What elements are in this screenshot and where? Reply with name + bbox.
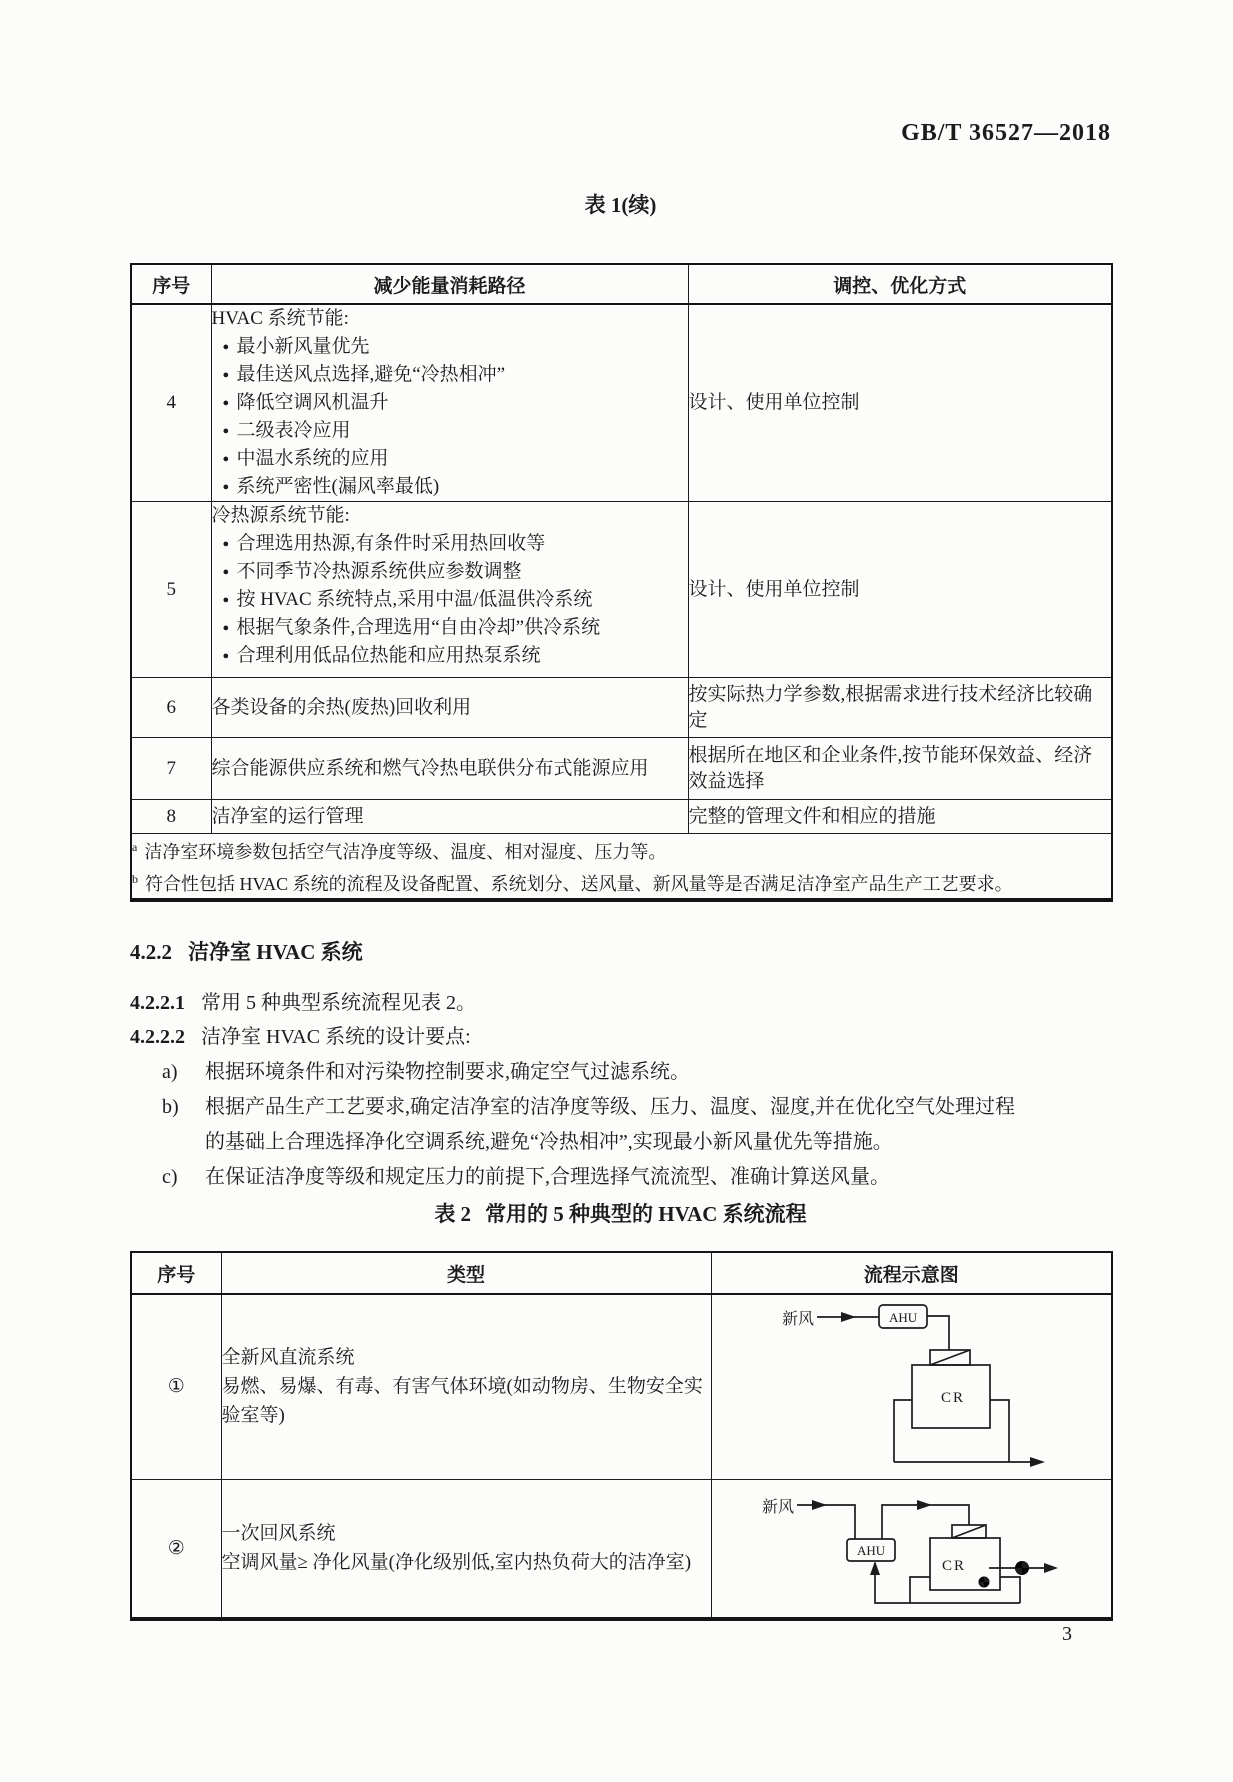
table1-footnotes-row bbox=[131, 834, 1112, 901]
row4-bullet bbox=[212, 417, 688, 445]
row4-bullet-text: 最小新风量优先 bbox=[236, 336, 370, 357]
row7-path: 综合能源供应系统和燃气冷热电联供分布式能源应用 bbox=[211, 738, 688, 800]
arrow-right-icon bbox=[841, 1312, 856, 1322]
t2-row2-type bbox=[221, 1479, 711, 1619]
hepa-filter-diagonal bbox=[930, 1350, 970, 1365]
t2-row2-diagram-cell bbox=[711, 1479, 1112, 1619]
row4-bullet bbox=[212, 473, 688, 501]
heading-4-2-2 bbox=[130, 936, 1111, 966]
table2-row-2 bbox=[131, 1479, 1112, 1619]
bullet-icon: ● bbox=[222, 341, 230, 353]
row5-control: 设计、使用单位控制 bbox=[688, 502, 1112, 678]
row7-no: 7 bbox=[131, 738, 211, 800]
table2-col-no: 序号 bbox=[131, 1252, 221, 1294]
row5-bullet-text: 根据气象条件,合理选用“自由冷却”供冷系统 bbox=[236, 617, 601, 638]
row6-no: 6 bbox=[131, 678, 211, 738]
t2-row1-type-desc: 易燃、易爆、有毒、有害气体环境(如动物房、生物安全实验室等) bbox=[221, 1376, 703, 1427]
page-number: 3 bbox=[1062, 1623, 1072, 1645]
table1-col-path: 减少能量消耗路径 bbox=[211, 264, 688, 304]
table-row-5 bbox=[131, 502, 1112, 678]
bullet-icon: ● bbox=[222, 369, 230, 381]
heading-4-2-2-number: 4.2.2 bbox=[130, 940, 172, 964]
row5-no: 5 bbox=[131, 502, 211, 678]
table-row-7 bbox=[131, 738, 1112, 800]
clause-4-2-2-1-text: 常用 5 种典型系统流程见表 2。 bbox=[201, 992, 476, 1014]
footnote-b bbox=[132, 866, 1111, 898]
clause-4-2-2-1 bbox=[130, 986, 1111, 1015]
row5-path bbox=[211, 502, 688, 678]
t2-row2-type-title: 一次回风系统 bbox=[221, 1523, 336, 1545]
clause-4-2-2-2-text: 洁净室 HVAC 系统的设计要点: bbox=[201, 1026, 471, 1048]
clause-4-2-2-1-number: 4.2.2.1 bbox=[130, 992, 185, 1014]
row5-bullet-text: 合理选用热源,有条件时采用热回收等 bbox=[236, 533, 546, 554]
table1 bbox=[130, 263, 1113, 902]
table1-col-control: 调控、优化方式 bbox=[688, 264, 1112, 304]
fan-blade bbox=[984, 1576, 990, 1582]
table2-col-type: 类型 bbox=[221, 1252, 711, 1294]
doc-number: GB/T 36527—2018 bbox=[901, 120, 1111, 146]
table-row-6 bbox=[131, 678, 1112, 738]
fan-blade bbox=[1022, 1561, 1029, 1568]
bullet-icon: ● bbox=[222, 622, 230, 634]
arrow-right-icon bbox=[1044, 1563, 1058, 1573]
list-item-a-marker: a) bbox=[162, 1061, 178, 1083]
hepa-filter-diagonal bbox=[952, 1525, 986, 1538]
row5-path-title: 冷热源系统节能: bbox=[211, 505, 350, 526]
t2-row1-type bbox=[221, 1294, 711, 1479]
t2-row2-type-desc: 空调风量≥ 净化风量(净化级别低,室内热负荷大的洁净室) bbox=[221, 1552, 692, 1574]
table1-footnotes bbox=[131, 834, 1112, 901]
row4-bullet-text: 最佳送风点选择,避免“冷热相冲” bbox=[236, 364, 506, 385]
row4-path-title: HVAC 系统节能: bbox=[211, 308, 349, 329]
ahu-label: AHU bbox=[888, 1310, 917, 1325]
row5-bullet-text: 合理利用低品位热能和应用热泵系统 bbox=[236, 645, 541, 666]
row4-path bbox=[211, 304, 688, 502]
row5-bullet-text: 不同季节冷热源系统供应参数调整 bbox=[236, 561, 522, 582]
table1-header-row bbox=[131, 264, 1112, 304]
list-item-b bbox=[130, 1090, 1111, 1160]
footnote-a bbox=[132, 834, 1111, 866]
table2-title-label: 表 2 bbox=[434, 1202, 472, 1226]
table2 bbox=[130, 1251, 1113, 1621]
return-left-line bbox=[910, 1577, 930, 1603]
list-item-c-text: 在保证洁净度等级和规定压力的前提下,合理选择气流流型、准确计算送风量。 bbox=[205, 1166, 890, 1188]
row4-bullet-text: 二级表冷应用 bbox=[236, 420, 351, 441]
hvac-flow-diagram-1 bbox=[712, 1295, 1113, 1480]
cleanroom-label: CR bbox=[941, 1557, 966, 1574]
supply-duct-line bbox=[882, 1505, 969, 1539]
list-item-a bbox=[130, 1055, 1111, 1090]
table2-title-text: 常用的 5 种典型的 HVAC 系统流程 bbox=[485, 1202, 807, 1226]
t2-row1-type-title: 全新风直流系统 bbox=[221, 1347, 355, 1369]
list-item-b-marker: b) bbox=[162, 1096, 179, 1118]
table2-header-row bbox=[131, 1252, 1112, 1294]
row5-bullet bbox=[212, 558, 688, 586]
row5-bullet-text: 按 HVAC 系统特点,采用中温/低温供冷系统 bbox=[236, 589, 593, 610]
row8-no: 8 bbox=[131, 800, 211, 834]
footnote-b-text: 符合性包括 HVAC 系统的流程及设备配置、系统划分、送风量、新风量等是否满足洁净室产品生产工艺要求。 bbox=[145, 874, 1013, 894]
table1-col-no: 序号 bbox=[131, 264, 211, 304]
bullet-icon: ● bbox=[222, 594, 230, 606]
table1-title: 表 1(续) bbox=[584, 193, 657, 217]
heading-4-2-2-title: 洁净室 HVAC 系统 bbox=[188, 940, 363, 964]
list-item-c bbox=[130, 1160, 1111, 1195]
row8-path: 洁净室的运行管理 bbox=[211, 800, 688, 834]
footnote-a-text: 洁净室环境参数包括空气洁净度等级、温度、相对湿度、压力等。 bbox=[144, 842, 667, 862]
clause-4-2-2-2-number: 4.2.2.2 bbox=[130, 1026, 185, 1048]
table2-row-1 bbox=[131, 1294, 1112, 1479]
bullet-icon: ● bbox=[222, 538, 230, 550]
list-item-b-text: 根据产品生产工艺要求,确定洁净室的洁净度等级、压力、温度、湿度,并在优化空气处理过程的基础上合理选择净化空调系统,避免“冷热相冲”,实现最小新风量优先等措施。 bbox=[205, 1096, 1015, 1153]
row4-bullet-text: 中温水系统的应用 bbox=[236, 448, 389, 469]
list-item-c-marker: c) bbox=[162, 1166, 178, 1188]
row5-bullet bbox=[212, 530, 688, 558]
hvac-flow-diagram-2 bbox=[712, 1480, 1113, 1620]
clause-4-2-2-2 bbox=[130, 1020, 1111, 1049]
arrow-up-icon bbox=[870, 1561, 880, 1575]
bullet-icon: ● bbox=[222, 481, 230, 493]
row8-control: 完整的管理文件和相应的措施 bbox=[688, 800, 1112, 834]
fresh-air-label: 新风 bbox=[781, 1311, 814, 1328]
row4-bullet-text: 系统严密性(漏风率最低) bbox=[236, 476, 440, 497]
bullet-icon: ● bbox=[222, 425, 230, 437]
exhaust-left-line bbox=[894, 1400, 912, 1462]
return-right-line bbox=[1000, 1577, 1020, 1603]
arrow-right-icon bbox=[812, 1500, 827, 1510]
footnote-b-marker: b bbox=[132, 872, 138, 886]
table-row-8 bbox=[131, 800, 1112, 834]
t2-row1-diagram-cell bbox=[711, 1294, 1112, 1479]
bullet-icon: ● bbox=[222, 650, 230, 662]
fresh-air-label: 新风 bbox=[761, 1498, 794, 1516]
fan-blade bbox=[1015, 1568, 1022, 1575]
bullet-icon: ● bbox=[222, 453, 230, 465]
row4-bullet bbox=[212, 445, 688, 473]
row4-bullet-text: 降低空调风机温升 bbox=[236, 392, 389, 413]
ahu-label: AHU bbox=[856, 1542, 885, 1558]
arrow-right-icon bbox=[1030, 1457, 1045, 1467]
t2-row2-no: ② bbox=[131, 1479, 221, 1619]
arrow-right-icon bbox=[917, 1500, 932, 1510]
table2-col-diagram: 流程示意图 bbox=[711, 1252, 1112, 1294]
row4-control: 设计、使用单位控制 bbox=[688, 304, 1112, 502]
row5-bullet bbox=[212, 642, 688, 670]
row4-no: 4 bbox=[131, 304, 211, 502]
bullet-icon: ● bbox=[222, 397, 230, 409]
t2-row1-no: ① bbox=[131, 1294, 221, 1479]
cleanroom-label: CR bbox=[940, 1390, 965, 1406]
row4-bullet bbox=[212, 389, 688, 417]
table-row-4 bbox=[131, 304, 1112, 502]
row5-bullet bbox=[212, 586, 688, 614]
footnote-a-marker: a bbox=[132, 840, 138, 854]
row7-control: 根据所在地区和企业条件,按节能环保效益、经济效益选择 bbox=[688, 738, 1112, 800]
row4-bullet bbox=[212, 333, 688, 361]
fresh-air-line bbox=[797, 1505, 855, 1539]
fan-blade bbox=[978, 1582, 984, 1588]
row4-bullet bbox=[212, 361, 688, 389]
table2-title bbox=[130, 1198, 1111, 1228]
bullet-icon: ● bbox=[222, 566, 230, 578]
row5-bullet bbox=[212, 614, 688, 642]
row6-control: 按实际热力学参数,根据需求进行技术经济比较确定 bbox=[688, 678, 1112, 738]
row6-path: 各类设备的余热(废热)回收利用 bbox=[211, 678, 688, 738]
list-item-a-text: 根据环境条件和对污染物控制要求,确定空气过滤系统。 bbox=[205, 1061, 690, 1083]
supply-duct-line bbox=[927, 1316, 949, 1350]
exhaust-right-line bbox=[990, 1400, 1009, 1462]
